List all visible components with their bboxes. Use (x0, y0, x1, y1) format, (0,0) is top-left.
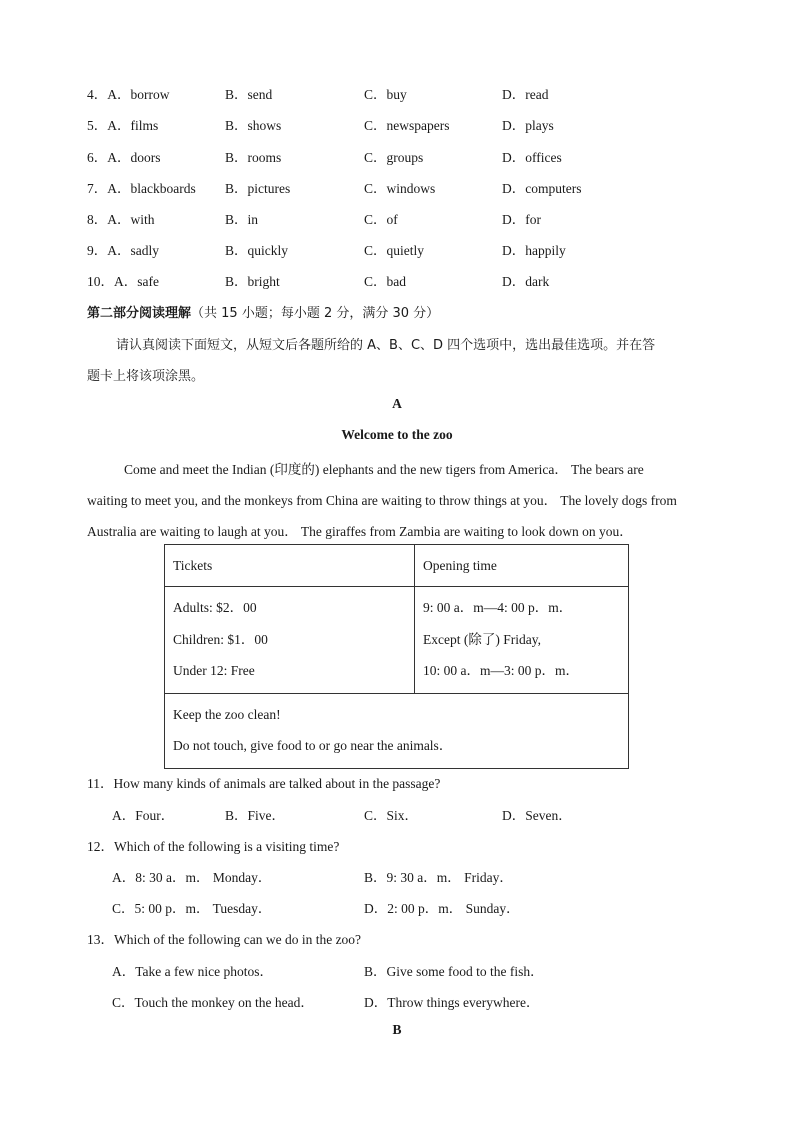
ticket-price: Children: $1．00 (173, 631, 268, 647)
option-b: B．quickly (225, 243, 288, 258)
section-title-note: （共 15 小题；每小题 2 分，满分 30 分） (191, 306, 440, 321)
q12-option-b: B．9: 30 a．m． Friday． (364, 870, 513, 885)
passage-line: Come and meet the Indian (印度的) elephants and the new tigers from America． The bears are (124, 462, 644, 477)
opening-hours: 9: 00 a．m—4: 00 p．m． (423, 600, 573, 615)
option-a: 8．A．with (87, 212, 155, 227)
section-title: 第二部分阅读理解 (87, 306, 192, 321)
option-c: C．windows (364, 181, 436, 196)
option-b: B．pictures (225, 181, 291, 196)
option-b: B．in (225, 212, 259, 227)
zoo-rule: Do not touch, give food to or go near the animals． (173, 738, 453, 753)
option-d: D．computers (502, 181, 582, 196)
option-d: D．happily (502, 243, 566, 258)
rules-cell (165, 693, 629, 768)
passage-line: Australia are waiting to laugh at you． The giraffes from Zambia are waiting to look down on you． (87, 524, 633, 539)
tickets-cell (165, 587, 415, 694)
q12-option-a: A．8: 30 a．m． Monday． (112, 870, 272, 885)
option-c: C．bad (364, 274, 406, 289)
option-d: D．read (502, 87, 549, 102)
option-c: C．newspapers (364, 118, 450, 133)
instruction-line-2: 题卡上将该项涂黑。 (87, 369, 205, 384)
option-c: C．quietly (364, 243, 424, 258)
passage-title: Welcome to the zoo (341, 427, 453, 442)
q13-option-d: D．Throw things everywhere． (364, 995, 540, 1010)
option-a: 4．A．borrow (87, 87, 170, 102)
option-c: C．groups (364, 150, 424, 165)
question-11-stem: 11．How many kinds of animals are talked about in the passage? (87, 776, 441, 791)
q11-option-d: D．Seven． (502, 808, 572, 823)
opening-hours: Except (除了) Friday, (423, 631, 541, 647)
option-d: D．dark (502, 274, 550, 289)
passage-b-label: B (392, 1022, 402, 1037)
option-d: D．offices (502, 150, 562, 165)
zoo-rule: Keep the zoo clean! (173, 706, 281, 722)
passage-label: A (392, 396, 402, 411)
q12-option-c: C．5: 00 p．m． Tuesday． (112, 901, 272, 916)
q11-option-a: A．Four． (112, 808, 175, 823)
option-a: 7．A．blackboards (87, 181, 196, 196)
option-a: 5．A．films (87, 118, 159, 133)
option-b: B．rooms (225, 150, 282, 165)
option-b: B．bright (225, 274, 280, 289)
option-a: 6．A．doors (87, 150, 161, 165)
option-d: D．plays (502, 118, 554, 133)
option-d: D．for (502, 212, 541, 227)
ticket-price: Under 12: Free (173, 663, 255, 678)
q13-option-c: C．Touch the monkey on the head． (112, 995, 314, 1010)
option-a: 9．A．sadly (87, 243, 159, 258)
question-13-stem: 13．Which of the following can we do in the zoo? (87, 932, 362, 947)
q11-option-b: B．Five． (225, 808, 286, 823)
table-header-opening (415, 545, 629, 587)
hours-cell (415, 587, 629, 694)
question-12-stem: 12．Which of the following is a visiting time? (87, 839, 340, 854)
instruction-line-1: 请认真阅读下面短文，从短文后各题所给的 A、B、C、D 四个选项中，选出最佳选项。并在答 (116, 338, 656, 353)
option-b: B．shows (225, 118, 282, 133)
zoo-info-table (164, 544, 629, 769)
option-c: C．of (364, 212, 398, 227)
opening-heading: Opening time (423, 557, 497, 573)
passage-line: waiting to meet you, and the monkeys from China are waiting to throw things at you． The lovely dogs from (87, 493, 677, 508)
q11-option-c: C．Six． (364, 808, 419, 823)
ticket-price: Adults: $2．00 (173, 600, 257, 615)
table-header-tickets (165, 545, 415, 587)
q13-option-a: A．Take a few nice photos． (112, 964, 274, 979)
option-b: B．send (225, 87, 273, 102)
option-a: 10．A．safe (87, 274, 159, 289)
section-heading (87, 302, 439, 321)
q12-option-d: D．2: 00 p．m． Sunday． (364, 901, 520, 916)
tickets-heading: Tickets (173, 557, 213, 573)
q13-option-b: B．Give some food to the fish． (364, 964, 544, 979)
option-c: C．buy (364, 87, 407, 102)
opening-hours: 10: 00 a．m—3: 00 p．m． (423, 663, 579, 678)
